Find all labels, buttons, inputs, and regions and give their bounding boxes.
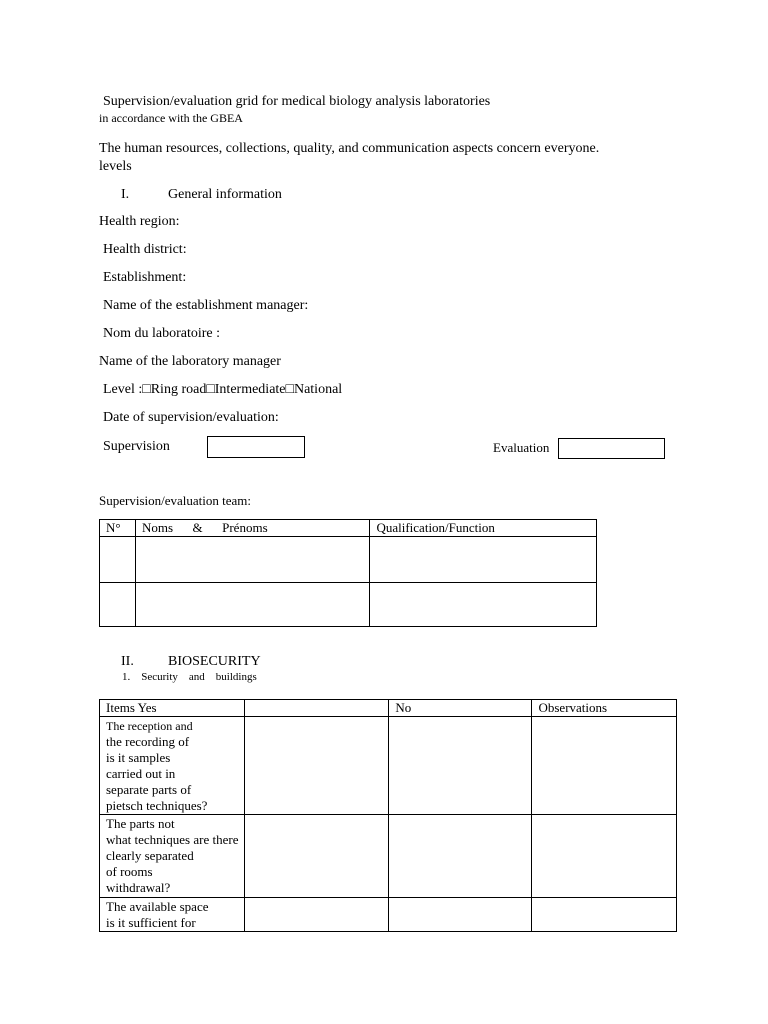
date-label: Date of supervision/evaluation:: [103, 410, 279, 425]
table-cell[interactable]: [370, 583, 597, 627]
supervision-checkbox-field[interactable]: [207, 436, 305, 458]
laboratory-name-label: Nom du laboratoire :: [103, 326, 221, 341]
section-title: BIOSECURITY: [168, 654, 261, 669]
yes-cell[interactable]: [245, 815, 389, 898]
section-title: General information: [168, 187, 282, 202]
team-label: Supervision/evaluation team:: [99, 493, 251, 508]
yes-cell[interactable]: [245, 717, 389, 815]
establishment-label: Establishment:: [103, 270, 187, 285]
item-question: The parts not what techniques are there clearly separated of rooms withdrawal?: [100, 815, 245, 898]
evaluation-label: Evaluation: [493, 440, 550, 455]
col-header-names: Noms & Prénoms: [135, 520, 370, 537]
intro-text-continued: levels: [99, 159, 132, 174]
table-header-row: [100, 520, 597, 537]
table-row: [100, 717, 677, 815]
intro-text: The human resources, collections, quality, and communication aspects concern everyone.: [99, 141, 600, 156]
table-cell[interactable]: [370, 537, 597, 583]
observations-cell[interactable]: [532, 717, 677, 815]
team-table: [99, 519, 597, 627]
table-row: [100, 583, 597, 627]
biosecurity-table: [99, 699, 677, 932]
table-cell[interactable]: [100, 537, 136, 583]
no-cell[interactable]: [389, 898, 532, 932]
table-cell[interactable]: [135, 583, 370, 627]
table-cell[interactable]: [100, 583, 136, 627]
observations-cell[interactable]: [532, 898, 677, 932]
table-row: [100, 815, 677, 898]
section-number: II.: [121, 654, 134, 669]
establishment-manager-label: Name of the establishment manager:: [103, 298, 309, 313]
laboratory-manager-label: Name of the laboratory manager: [99, 354, 281, 369]
table-row: [100, 537, 597, 583]
no-cell[interactable]: [389, 717, 532, 815]
col-header-items: Items Yes: [100, 700, 245, 717]
col-header-blank: [245, 700, 389, 717]
document-title: Supervision/evaluation grid for medical biology analysis laboratories: [103, 94, 491, 109]
col-header-no: No: [389, 700, 532, 717]
evaluation-checkbox-field[interactable]: [558, 438, 665, 459]
subsection-title: 1. Security and buildings: [122, 671, 257, 683]
item-question: The available space is it sufficient for: [100, 898, 245, 932]
col-header-number: N°: [100, 520, 136, 537]
table-row: [100, 898, 677, 932]
section-number: I.: [121, 187, 130, 202]
health-region-label: Health region:: [99, 214, 180, 229]
supervision-label: Supervision: [103, 439, 170, 454]
col-header-observations: Observations: [532, 700, 677, 717]
table-header-row: [100, 700, 677, 717]
no-cell[interactable]: [389, 815, 532, 898]
col-header-qualification: Qualification/Function: [370, 520, 597, 537]
health-district-label: Health district:: [103, 242, 187, 257]
item-question: The reception and the recording of is it samples carried out in separate parts of pietsch techniques?: [100, 717, 245, 815]
yes-cell[interactable]: [245, 898, 389, 932]
observations-cell[interactable]: [532, 815, 677, 898]
table-cell[interactable]: [135, 537, 370, 583]
document-subtitle: in accordance with the GBEA: [99, 111, 243, 125]
level-options: Level :□Ring road□Intermediate□National: [103, 382, 343, 397]
